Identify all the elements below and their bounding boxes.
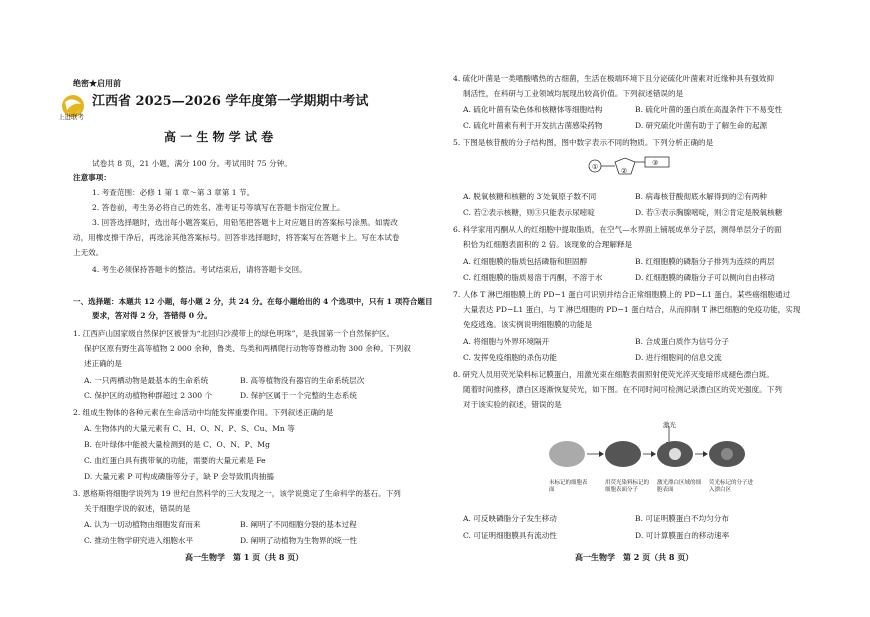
q7-option-a: A. 将细胞与外界环境隔开	[463, 337, 550, 346]
q3-line1: 3. 恩格斯将细胞学说列为 19 世纪自然科学的三大发现之一，该学说奠定了生命科学的基石。下列	[73, 489, 401, 498]
q6-option-b: B. 红细胞膜的磷脂分子排列为连续的两层	[635, 257, 775, 266]
page-footer: 高一生物学 第 2 页（共 8 页）	[575, 552, 694, 562]
notice-heading: 注意事项：	[73, 173, 111, 182]
q8-option-c: C. 可证明细胞膜具有流动性	[463, 531, 557, 540]
q2-option-b: B. 在叶绿体中能被大量检测到的是 C、O、N、P、Mg	[84, 440, 270, 449]
fig-label-3: ③	[652, 159, 659, 167]
q8-option-d: D. 可计算膜蛋白的移动速率	[635, 531, 730, 540]
q4-option-d: D. 研究硫化叶菌有助于了解生命的起源	[635, 121, 768, 130]
nucleotide-figure	[585, 152, 675, 187]
frap-label-1: 未标记的细胞表面	[549, 480, 588, 493]
q5-option-a: A. 脱氧核糖和核糖的 3′处氧原子数不同	[463, 192, 597, 201]
q2-option-c: C. 血红蛋白具有携带氧的功能，需要的大量元素是 Fe	[84, 456, 266, 465]
q6-option-d: D. 红细胞膜的磷脂分子可以侧向自由移动	[635, 273, 775, 282]
q3-option-c: C. 推动生物学研究进入细胞水平	[84, 536, 194, 545]
q5-option-c: C. 若②表示核糖，则③只能表示尿嘧啶	[463, 208, 595, 217]
notice-1: 1. 考查范围：必修 1 第 1 章～第 3 章第 1 节。	[92, 188, 255, 197]
q1-line3: 述正确的是	[84, 359, 122, 368]
q7-option-b: B. 合成蛋白质作为信号分子	[635, 337, 729, 346]
page-footer: 高一生物学 第 1 页（共 8 页）	[185, 552, 304, 562]
q1-line1: 1. 江西庐山国家级自然保护区被誉为“北回归沙漠带上的绿色明珠”，是我国第一个自然保护区。	[73, 329, 395, 338]
frap-label-3: 激光漂白区域的细胞表面	[657, 480, 702, 493]
q4-option-b: B. 硫化叶菌的蛋白质在高温条件下不易变性	[635, 105, 783, 114]
q1-line2: 保护区原有野生高等植物 2 000 余种，鲁类、鸟类和两栖爬行动物等脊椎动物 300 余种。下列叙	[84, 344, 411, 353]
q1-option-b: B. 高等植物没有器官的生命系统层次	[240, 376, 365, 385]
frap-label-4: 荧光标记的分子进入漂白区	[709, 480, 754, 493]
q5-option-d: D. 若③表示胸腺嘧啶，则②肯定是脱氧核糖	[635, 208, 783, 217]
q4-line2: 制活性，在科研与工业领域均展现出较高价值。下列叙述错误的是	[463, 89, 684, 98]
q1-option-c: C. 保护区的动植物种群超过 2 300 个	[84, 391, 213, 400]
q5-stem: 5. 下图是核苷酸的分子结构图，图中数字表示不同的物质。下列分析正确的是	[453, 138, 714, 147]
q2-option-d: D. 大量元素 P 可构成磷脂等分子，缺 P 会导致肌肉抽搐	[84, 472, 274, 481]
q7-line3: 免疫逃逸。该实例说明细胞膜的功能是	[463, 320, 593, 329]
q6-line2: 积恰为红细胞表面积的 2 倍。该现象的合理解释是	[463, 240, 633, 249]
exam-title: 江西省 2025—2026 学年度第一学期期中考试	[92, 94, 369, 109]
q6-line1: 6. 科学家用丙酮从人的红细胞中提取脂质，在空气—水界面上铺展成单分子层，测得单层分子的面	[453, 225, 782, 234]
page-2	[435, 0, 870, 617]
q8-line1: 8. 研究人员用荧光染料标记膜蛋白，用激光束在细胞表面照射使荧光淬灭变暗形成褪色漂白斑。	[453, 370, 774, 379]
q2-stem: 2. 组成生物体的各种元素在生命活动中均能发挥重要作用。下列叙述正确的是	[73, 408, 334, 417]
q3-option-b: B. 阐明了不同细胞分裂的基本过程	[240, 520, 357, 529]
q8-line2: 随着时间推移，漂白区逐渐恢复荧光，如下图。在不同时间可检测记录漂白区的荧光强度。下列	[463, 385, 782, 394]
q3-option-a: A. 认为一切动植物由细胞发育而来	[84, 520, 201, 529]
notice-2: 2. 答卷前，考生务必将自己的姓名、准考证号等填写在答题卡指定位置上。	[92, 203, 345, 212]
fig-label-1: ①	[592, 163, 599, 171]
q4-option-c: C. 硫化叶菌素有利于开发抗古菌感染药物	[463, 121, 603, 130]
q1-option-d: D. 保护区属于一个完整的生态系统	[240, 391, 357, 400]
q6-option-c: C. 红细胞膜的脂质易溶于丙酮，不溶于水	[463, 273, 603, 282]
q7-line1: 7. 人体 T 淋巴细胞膜上的 PD−1 蛋白可识别并结合正常细胞膜上的 PD−L1 蛋白。某些癌细胞通过	[453, 290, 791, 299]
q3-line2: 关于细胞学说的叙述，错误的是	[84, 504, 191, 513]
q8-option-a: A. 可反映磷脂分子发生移动	[463, 514, 557, 523]
q1-option-a: A. 一只两栖动物是最基本的生命系统	[84, 376, 209, 385]
fig-label-2: ②	[621, 167, 628, 175]
section-heading-cont: 要求，答对得 2 分，答错得 0 分。	[92, 311, 212, 320]
q8-option-b: B. 可证明膜蛋白不均匀分布	[635, 514, 729, 523]
subject-title: 高 一 生 物 学 试 卷	[164, 130, 274, 144]
q6-option-a: A. 红细胞膜的脂质包括磷脂和胆固醇	[463, 257, 588, 266]
laser-label: 激光	[663, 421, 676, 429]
q7-line2: 大量表达 PD−L1 蛋白，与 T 淋巴细胞的 PD−1 蛋白结合，从而抑制 T 淋巴细胞的免疫功能，实现	[463, 305, 801, 314]
frap-figure	[547, 418, 777, 478]
exam-info: 试卷共 8 页，21 小题，满分 100 分。考试用时 75 分钟。	[92, 159, 292, 168]
q4-option-a: A. 硫化叶菌有染色体和核糖体等细胞结构	[463, 105, 603, 114]
notice-3: 3. 回答选择题时，选出每小题答案后，用铅笔把答题卡上对应题目的答案标号涂黑。如需改	[92, 218, 398, 227]
logo-text: 上进联考	[58, 113, 84, 121]
q5-option-b: B. 病毒核苷酸彻底水解得到的②有两种	[635, 192, 767, 201]
q4-line1: 4. 硫化叶菌是一类嗜酸嗜热的古细菌，生活在极端环境下且分泌硫化叶菌素对近缘种具有强效抑	[453, 74, 774, 83]
publisher-logo	[55, 92, 91, 128]
notice-4: 4. 考生必须保持答题卡的整洁。考试结束后，请将答题卡交回。	[92, 265, 307, 274]
secret-label: 绝密★启用前	[73, 78, 121, 88]
q8-line3: 对于该实验的叙述，错误的是	[463, 400, 562, 409]
notice-3-cont: 动，用橡皮擦干净后，再选涂其他答案标号。回答非选择题时，将答案写在答题卡上。写在本试卷	[73, 233, 400, 242]
q7-option-c: C. 发挥免疫细胞的杀伤功能	[463, 353, 557, 362]
q7-option-d: D. 进行细胞间的信息交流	[635, 353, 722, 362]
frap-label-2: 用荧光染料标记的细胞表面分子	[605, 480, 650, 493]
notice-3-cont2: 上无效。	[73, 248, 104, 257]
section-heading: 一、选择题：本题共 12 小题，每小题 2 分，共 24 分。在每小题给出的 4 个选项中，只有 1 项符合题目	[73, 297, 433, 306]
q3-option-d: D. 阐明了动植物为生物界的统一性	[240, 536, 357, 545]
q2-option-a: A. 生物体内的大量元素有 C、H、O、N、P、S、Cu、Mn 等	[84, 424, 295, 433]
